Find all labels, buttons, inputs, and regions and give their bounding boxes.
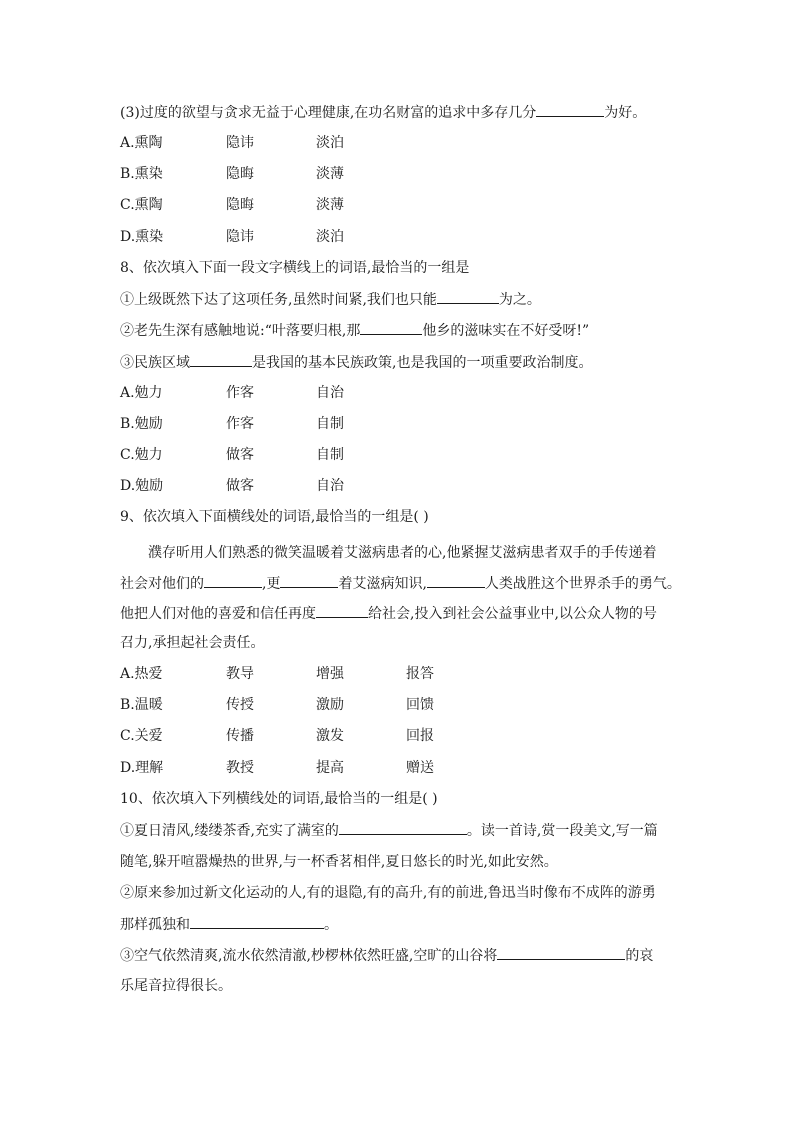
option-word: 淡泊 xyxy=(316,229,344,245)
q10-stem: 10、依次填入下列横线处的词语,最恰当的一组是( ) xyxy=(120,791,438,807)
option-word: 隐晦 xyxy=(226,166,254,182)
option-word: 做客 xyxy=(226,478,254,494)
option-label: B.熏染 xyxy=(120,166,163,182)
answer-blank xyxy=(190,914,324,929)
q8-sentence-3 xyxy=(120,352,592,373)
q9-p3-text: 给社会,投入到社会公益事业中,以公众人物的号 xyxy=(368,606,657,622)
q10-s2-text: 那样孤独和 xyxy=(120,917,190,933)
q7-sub3-text: (3)过度的欲望与贪求无益于心理健康,在功名财富的追求中多存几分 xyxy=(120,105,537,121)
option-label: C.熏陶 xyxy=(120,197,163,213)
q8-sentence-1 xyxy=(120,289,541,310)
q8-s3-text: ③民族区域 xyxy=(120,355,190,371)
option-label: A.熏陶 xyxy=(120,135,163,151)
option-word: 自制 xyxy=(316,416,344,432)
q9-passage-line-3 xyxy=(120,603,657,624)
q10-sentence-3-cont: 乐尾音拉得很长。 xyxy=(120,978,232,994)
option-word: 隐讳 xyxy=(226,135,254,151)
option-word: 作客 xyxy=(226,385,254,401)
option-word: 提高 xyxy=(316,760,344,776)
q9-p2-text: 人类战胜这个世界杀手的勇气。 xyxy=(484,576,681,592)
q10-s1-text: 。读一首诗,赏一段美文,写一篇 xyxy=(466,823,658,839)
answer-blank xyxy=(280,573,338,588)
q10-sentence-1 xyxy=(120,820,658,841)
option-word: 激发 xyxy=(316,728,344,744)
option-word: 传播 xyxy=(226,728,254,744)
option-word: 回馈 xyxy=(406,697,434,713)
q10-sentence-2-cont xyxy=(120,914,338,935)
answer-blank xyxy=(190,352,252,367)
q9-passage-line-2 xyxy=(120,573,681,594)
answer-blank xyxy=(536,102,604,117)
q8-s3-text-end: 是我国的基本民族政策,也是我国的一项重要政治制度。 xyxy=(252,355,593,371)
option-word: 自治 xyxy=(316,385,344,401)
q8-s2-text-end: 他乡的滋味实在不好受呀!” xyxy=(422,323,590,339)
q10-s1-text: ①夏日清风,缕缕茶香,充实了满室的 xyxy=(120,823,339,839)
q9-passage-line-4: 召力,承担起社会责任。 xyxy=(120,635,265,651)
option-word: 做客 xyxy=(226,447,254,463)
q8-s2-text: ②老先生深有感触地说:“叶落要归根,那 xyxy=(120,323,361,339)
q10-sentence-1-cont: 随笔,躲开喧嚣燥热的世界,与一杯香茗相伴,夏日悠长的时光,如此安然。 xyxy=(120,854,558,870)
q8-s1-text-end: 为之。 xyxy=(498,292,541,308)
option-word: 报答 xyxy=(406,666,434,682)
q8-s1-text: ①上级既然下达了这项任务,虽然时间紧,我们也只能 xyxy=(120,292,437,308)
option-word: 隐晦 xyxy=(226,197,254,213)
option-word: 隐讳 xyxy=(226,229,254,245)
q9-p2-text: ,更 xyxy=(262,576,281,592)
q9-p2-text: 社会对他们的 xyxy=(120,576,204,592)
option-word: 自制 xyxy=(316,447,344,463)
option-word: 激励 xyxy=(316,697,344,713)
q9-p3-text: 他把人们对他的喜爱和信任再度 xyxy=(120,606,316,622)
q10-sentence-2: ②原来参加过新文化运动的人,有的退隐,有的高升,有的前进,鲁迅当时像布不成阵的游勇 xyxy=(120,885,656,901)
option-label: C.勉力 xyxy=(120,447,163,463)
q7-sub3-text-end: 为好。 xyxy=(604,105,647,121)
option-word: 作客 xyxy=(226,416,254,432)
answer-blank xyxy=(497,945,625,960)
option-label: D.熏染 xyxy=(120,229,164,245)
q8-sentence-2 xyxy=(120,320,589,341)
option-word: 传授 xyxy=(226,697,254,713)
option-word: 淡泊 xyxy=(316,135,344,151)
option-label: C.关爱 xyxy=(120,728,163,744)
option-word: 教授 xyxy=(226,760,254,776)
q9-passage-line-1: 濮存昕用人们熟悉的微笑温暖着艾滋病患者的心,他紧握艾滋病患者双手的手传递着 xyxy=(148,545,657,561)
option-word: 赠送 xyxy=(406,760,434,776)
option-label: A.热爱 xyxy=(120,666,163,682)
answer-blank xyxy=(437,289,499,304)
answer-blank xyxy=(360,320,422,335)
answer-blank xyxy=(427,573,485,588)
option-word: 淡薄 xyxy=(316,197,344,213)
q8-stem: 8、依次填入下面一段文字横线上的词语,最恰当的一组是 xyxy=(120,260,470,276)
option-label: A.勉力 xyxy=(120,385,163,401)
answer-blank xyxy=(204,573,262,588)
option-word: 教导 xyxy=(226,666,254,682)
option-label: B.勉励 xyxy=(120,416,163,432)
q9-stem: 9、依次填入下面横线处的词语,最恰当的一组是( ) xyxy=(120,509,429,525)
q10-s3-text: ③空气依然清爽,流水依然清澈,杪椤林依然旺盛,空旷的山谷将 xyxy=(120,948,498,964)
answer-blank xyxy=(316,603,368,618)
q10-sentence-3 xyxy=(120,945,653,966)
option-word: 淡薄 xyxy=(316,166,344,182)
q10-s3-text-end: 的哀 xyxy=(625,948,654,964)
option-label: D.勉励 xyxy=(120,478,164,494)
q10-s2-text-end: 。 xyxy=(324,917,338,933)
option-word: 自治 xyxy=(316,478,344,494)
option-label: D.理解 xyxy=(120,760,164,776)
q9-p2-text: 着艾滋病知识, xyxy=(338,576,427,592)
answer-blank xyxy=(339,820,467,835)
q7-sub3 xyxy=(120,102,646,123)
option-word: 回报 xyxy=(406,728,434,744)
option-word: 增强 xyxy=(316,666,344,682)
option-label: B.温暖 xyxy=(120,697,163,713)
